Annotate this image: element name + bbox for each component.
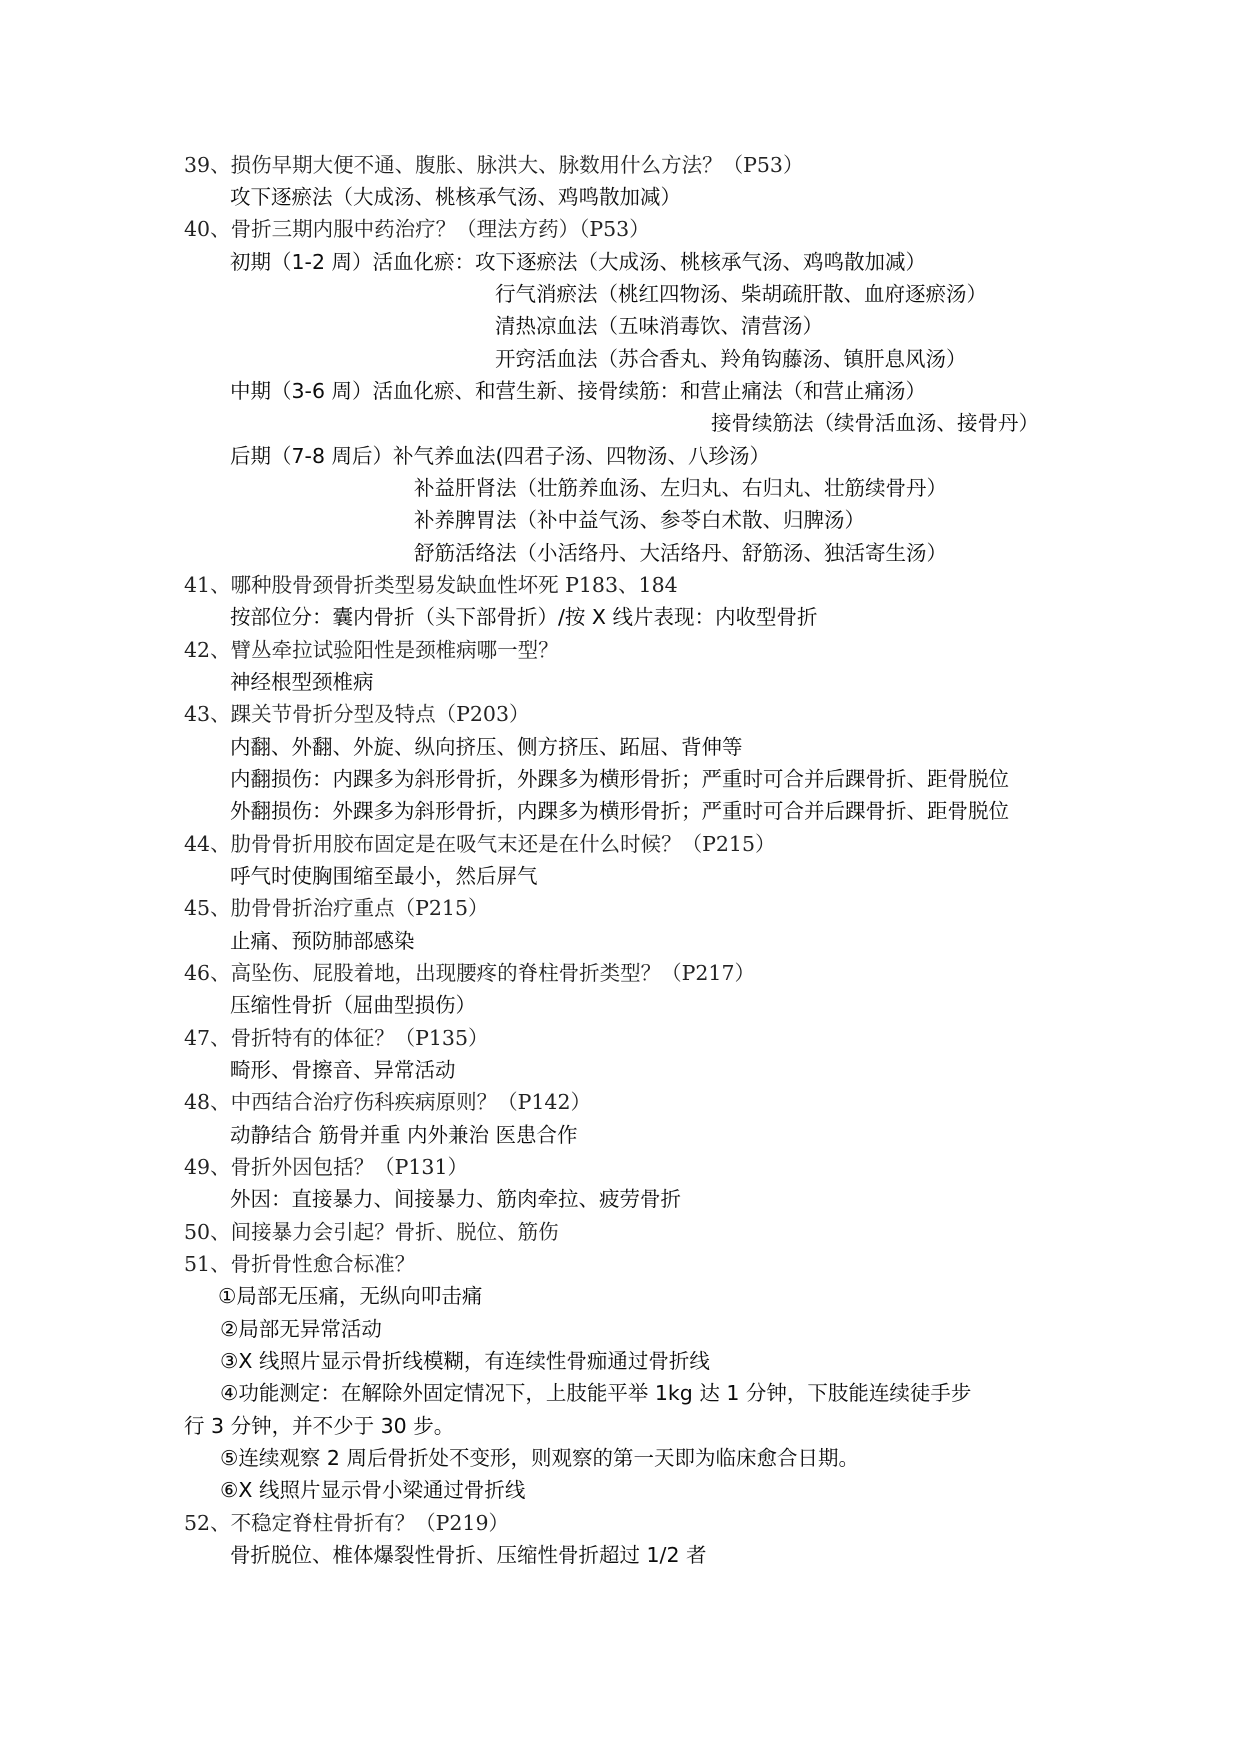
- answer-line: 舒筋活络法（小活络丹、大活络丹、舒筋汤、独活寄生汤）: [414, 541, 947, 565]
- answer-line: 后期（7-8 周后）补气养血法(四君子汤、四物汤、八珍汤）: [230, 444, 770, 468]
- answer-line: ⑥X 线照片显示骨小梁通过骨折线: [220, 1478, 526, 1502]
- answer-line: 行 3 分钟，并不少于 30 步。: [184, 1414, 455, 1438]
- answer-line: 畸形、骨擦音、异常活动: [230, 1058, 456, 1082]
- question-40: 40、骨折三期内服中药治疗？（理法方药）（P53）: [184, 217, 650, 241]
- question-46: 46、高坠伤、屁股着地，出现腰疼的脊柱骨折类型？（P217）: [184, 961, 756, 985]
- question-50: 50、间接暴力会引起？骨折、脱位、筋伤: [184, 1220, 559, 1244]
- question-49: 49、骨折外因包括？（P131）: [184, 1155, 469, 1179]
- answer-line: 动静结合 筋骨并重 内外兼治 医患合作: [230, 1123, 578, 1147]
- answer-line: 止痛、预防肺部感染: [230, 929, 415, 953]
- answer-line: 压缩性骨折（屈曲型损伤）: [230, 993, 476, 1017]
- answer-line: 补养脾胃法（补中益气汤、参苓白术散、归脾汤）: [414, 508, 865, 532]
- answer-line: ①局部无压痛，无纵向叩击痛: [218, 1284, 483, 1308]
- question-52: 52、不稳定脊柱骨折有？（P219）: [184, 1511, 510, 1535]
- answer-line: 清热凉血法（五味消毒饮、清营汤）: [495, 314, 823, 338]
- answer-line: 攻下逐瘀法（大成汤、桃核承气汤、鸡鸣散加减）: [230, 185, 681, 209]
- answer-line: 初期（1-2 周）活血化瘀：攻下逐瘀法（大成汤、桃核承气汤、鸡鸣散加减）: [230, 250, 926, 274]
- answer-line: 呼气时使胸围缩至最小，然后屏气: [230, 864, 538, 888]
- answer-line: 外因：直接暴力、间接暴力、筋肉牵拉、疲劳骨折: [230, 1187, 681, 1211]
- question-47: 47、骨折特有的体征？（P135）: [184, 1026, 489, 1050]
- answer-line: 补益肝肾法（壮筋养血汤、左归丸、右归丸、壮筋续骨丹）: [414, 476, 947, 500]
- question-41: 41、哪种股骨颈骨折类型易发缺血性坏死 P183、184: [184, 573, 678, 597]
- answer-line: 外翻损伤：外踝多为斜形骨折，内踝多为横形骨折；严重时可合并后踝骨折、距骨脱位: [230, 799, 1009, 823]
- answer-line: 开窍活血法（苏合香丸、羚角钩藤汤、镇肝息风汤）: [495, 347, 967, 371]
- answer-line: 骨折脱位、椎体爆裂性骨折、压缩性骨折超过 1/2 者: [230, 1543, 707, 1567]
- question-45: 45、肋骨骨折治疗重点（P215）: [184, 896, 489, 920]
- question-48: 48、中西结合治疗伤科疾病原则？（P142）: [184, 1090, 592, 1114]
- answer-line: 按部位分：囊内骨折（头下部骨折）/按 X 线片表现：内收型骨折: [230, 605, 818, 629]
- question-39: 39、损伤早期大便不通、腹胀、脉洪大、脉数用什么方法？（P53）: [184, 153, 804, 177]
- answer-line: ⑤连续观察 2 周后骨折处不变形，则观察的第一天即为临床愈合日期。: [220, 1446, 859, 1470]
- question-51: 51、骨折骨性愈合标准？: [184, 1252, 416, 1276]
- answer-line: 接骨续筋法（续骨活血汤、接骨丹）: [711, 411, 1039, 435]
- answer-line: 行气消瘀法（桃红四物汤、柴胡疏肝散、血府逐瘀汤）: [495, 282, 987, 306]
- answer-line: ②局部无异常活动: [220, 1317, 382, 1341]
- question-43: 43、踝关节骨折分型及特点（P203）: [184, 702, 530, 726]
- question-42: 42、臂丛牵拉试验阳性是颈椎病哪一型？: [184, 638, 559, 662]
- answer-line: ④功能测定：在解除外固定情况下，上肢能平举 1kg 达 1 分钟，下肢能连续徒手步: [220, 1381, 972, 1405]
- answer-line: ③X 线照片显示骨折线模糊，有连续性骨痂通过骨折线: [220, 1349, 710, 1373]
- answer-line: 中期（3-6 周）活血化瘀、和营生新、接骨续筋：和营止痛法（和营止痛汤）: [230, 379, 926, 403]
- answer-line: 内翻损伤：内踝多为斜形骨折，外踝多为横形骨折；严重时可合并后踝骨折、距骨脱位: [230, 767, 1009, 791]
- answer-line: 神经根型颈椎病: [230, 670, 374, 694]
- question-44: 44、肋骨骨折用胶布固定是在吸气末还是在什么时候？（P215）: [184, 832, 776, 856]
- answer-line: 内翻、外翻、外旋、纵向挤压、侧方挤压、跖屈、背伸等: [230, 735, 743, 759]
